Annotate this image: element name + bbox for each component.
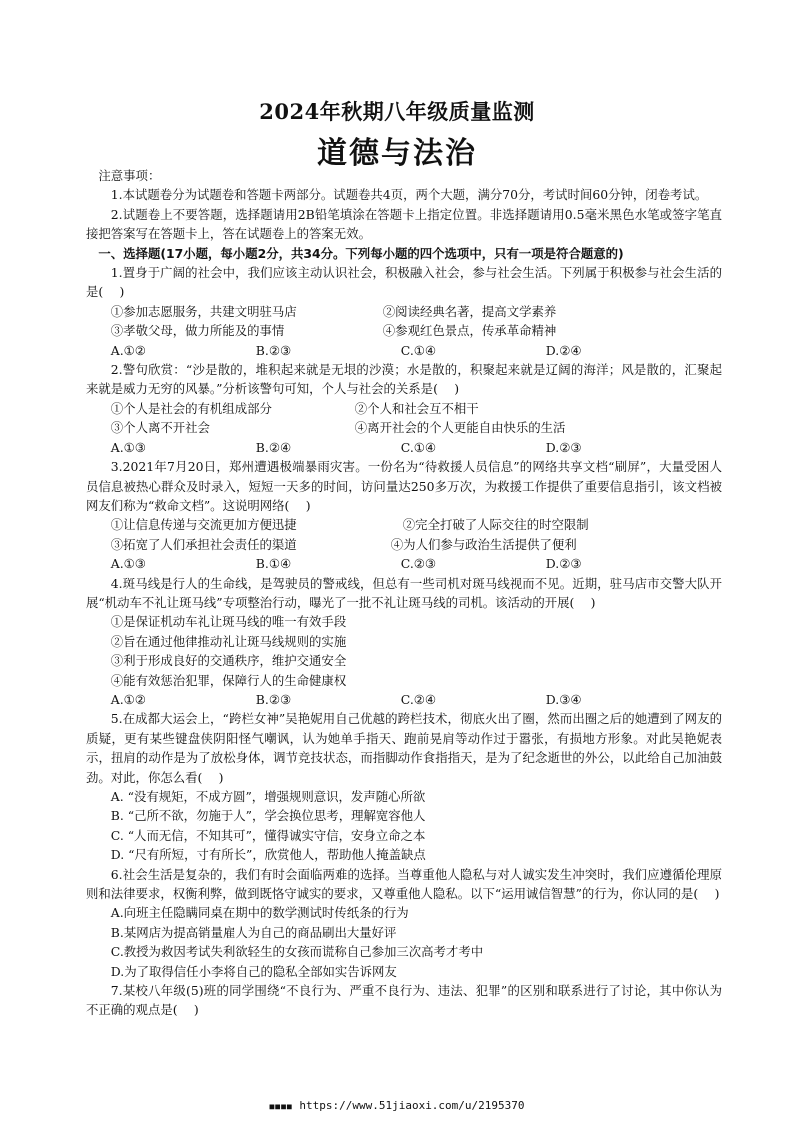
statement: ③孝敬父母，做力所能及的事情	[110, 323, 285, 339]
option-c: C.②③	[400, 556, 436, 572]
question-3-stem: 3.2021年7月20日，郑州遭遇极端暴雨灾害。一份名为“待救援人员信息”的网络共享文档“刷屏”，大量受困人员信息被热心群众及时录入，短短一天多的时间，访问量达250多万次，为救援工作提供了重要信息指引，该文档被网友们称为“救命文档”。这说明网络( )	[86, 459, 722, 513]
statement: ①个人是社会的有机组成部分	[110, 400, 272, 416]
note-1: 1.本试题卷分为试题卷和答题卡两部分。试题卷共4页，两个大题，满分70分，考试时间60分钟，闭卷考试。	[110, 187, 708, 203]
option-b: B.①④	[255, 556, 292, 572]
option-c: C.①④	[400, 342, 436, 358]
statement: ②阅读经典名著，提高文学素养	[382, 303, 557, 319]
option-d: D. “尺有所短，寸有所长”，欣赏他人，帮助他人掩盖缺点	[110, 847, 426, 863]
note-2: 2.试题卷上不要答题，选择题请用2B铅笔填涂在答题卡上指定位置。非选择题请用0.5毫米黑色水笔或签字笔直接把答案写在答题卡上，答在试题卷上的答案无效。	[86, 206, 722, 242]
footer-url[interactable]: https://www.51jiaoxi.com/u/2195370	[299, 1099, 525, 1112]
question-6-stem: 6.社会生活是复杂的，我们有时会面临两难的选择。当尊重他人隐私与对人诚实发生冲突时，我们应遵循伦理原则和法律要求，权衡利弊，做到既恪守诚实的要求，又尊重他人隐私。以下“运用诚信智慧”的行为，你认同的是( )	[86, 866, 722, 902]
question-2-statements-row1	[86, 399, 722, 418]
statement: ③拓宽了人们承担社会责任的渠道	[110, 536, 297, 552]
question-4-stem: 4.斑马线是行人的生命线，是驾驶员的警戒线，但总有一些司机对斑马线视而不见。近期，驻马店市交警大队开展“机动车不礼让斑马线”专项整治行动，曝光了一批不礼让斑马线的司机。该活动的开展( )	[86, 575, 722, 610]
option-b: B. “己所不欲，勿施于人”，学会换位思考，理解宽容他人	[110, 808, 426, 824]
option-a: A.①②	[110, 342, 146, 358]
statement: ④能有效惩治犯罪，保障行人的生命健康权	[110, 672, 347, 688]
option-c: C.②④	[400, 691, 436, 707]
statement: ②完全打破了人际交往的时空限制	[402, 517, 589, 533]
option-b: B.某网店为提高销量雇人为自己的商品刷出大量好评	[110, 924, 397, 940]
option-d: D.为了取得信任小李将自己的隐私全部如实告诉网友	[110, 963, 397, 979]
option-a: A.①②	[110, 691, 146, 707]
question-2-options	[86, 438, 722, 457]
statement: ④为人们参与政治生活提供了便利	[390, 536, 577, 552]
question-1-statements-row2	[86, 321, 722, 340]
statement: ④离开社会的个人更能自由快乐的生活	[354, 420, 566, 436]
question-3-statements-row1	[86, 515, 722, 534]
option-d: D.②③	[545, 556, 582, 572]
footer-mark: ■■■■	[269, 1102, 293, 1111]
option-c: C. “人而无信，不知其可”，懂得诚实守信，安身立命之本	[110, 827, 426, 843]
question-1-stem: 1.置身于广阔的社会中，我们应该主动认识社会，积极融入社会，参与社会生活。下列属于积极参与社会生活的是( )	[86, 265, 722, 300]
footer	[0, 1099, 794, 1112]
section-heading: 一、选择题(17小题，每小题2分，共34分。下列每小题的四个选项中，只有一项是符合题意的)	[98, 245, 624, 261]
option-b: B.②④	[255, 439, 292, 455]
subject-title: 道德与法治	[317, 136, 477, 171]
option-a: A.①③	[110, 439, 146, 455]
option-c: C.①④	[400, 439, 436, 455]
option-c: C.教授为救因考试失利欲轻生的女孩而谎称自己参加三次高考才考中	[110, 944, 484, 960]
option-b: B.②③	[255, 691, 292, 707]
statement: ①让信息传递与交流更加方便迅捷	[110, 517, 297, 533]
option-d: D.③④	[545, 691, 582, 707]
exam-title: 2024年秋期八年级质量监测	[259, 99, 535, 124]
question-7-stem: 7.某校八年级(5)班的同学围绕“不良行为、严重不良行为、违法、犯罪”的区别和联系进行了讨论，其中你认为不正确的观点是( )	[86, 983, 722, 1018]
statement: ③个人离不开社会	[110, 420, 210, 436]
statement: ②个人和社会互不相干	[354, 400, 479, 416]
option-a: A.向班主任隐瞒同桌在期中的数学测试时传纸条的行为	[110, 905, 409, 921]
question-2-stem: 2.警句欣赏：“沙是散的，堆积起来就是无垠的沙漠；水是散的，积聚起来就是辽阔的海洋；风是散的，汇聚起来就是威力无穷的风暴。”分析该警句可知，个人与社会的关系是( )	[86, 362, 722, 397]
notes-heading: 注意事项：	[98, 168, 161, 183]
question-1-options	[86, 341, 722, 360]
question-1-statements-row1	[86, 302, 722, 321]
question-3-statements-row2	[86, 535, 722, 554]
option-d: D.②④	[545, 342, 582, 358]
question-2-statements-row2	[86, 418, 722, 437]
statement: ③利于形成良好的交通秩序，维护交通安全	[110, 653, 347, 669]
question-4-options	[86, 690, 722, 709]
statement: ②旨在通过他律推动礼让斑马线规则的实施	[110, 633, 347, 649]
statement: ①参加志愿服务，共建文明驻马店	[110, 303, 297, 319]
question-3-options	[86, 554, 722, 573]
option-d: D.②③	[545, 439, 582, 455]
question-5-stem: 5.在成都大运会上，“跨栏女神”吴艳妮用自己优越的跨栏技术，彻底火出了圈，然而出圈之后的她遭到了网友的质疑，更有某些键盘侠阴阳怪气嘲讽，认为她单手指天、跑前晃肩等动作过于嚣张，有损地方形象。对此吴艳妮表示，扭肩的动作是为了放松身体，调节竞技状态，而指脚动作食指指天，是为了纪念逝世的外公，以此给自己加油鼓劲。对此，你怎么看( )	[86, 711, 722, 785]
option-b: B.②③	[255, 342, 292, 358]
statement: ①是保证机动车礼让斑马线的唯一有效手段	[110, 614, 347, 630]
option-a: A.①③	[110, 556, 146, 572]
option-a: A. “没有规矩，不成方圆”，增强规则意识，发声随心所欲	[110, 789, 426, 804]
statement: ④参观红色景点，传承革命精神	[382, 323, 557, 339]
exam-body	[86, 166, 722, 1020]
